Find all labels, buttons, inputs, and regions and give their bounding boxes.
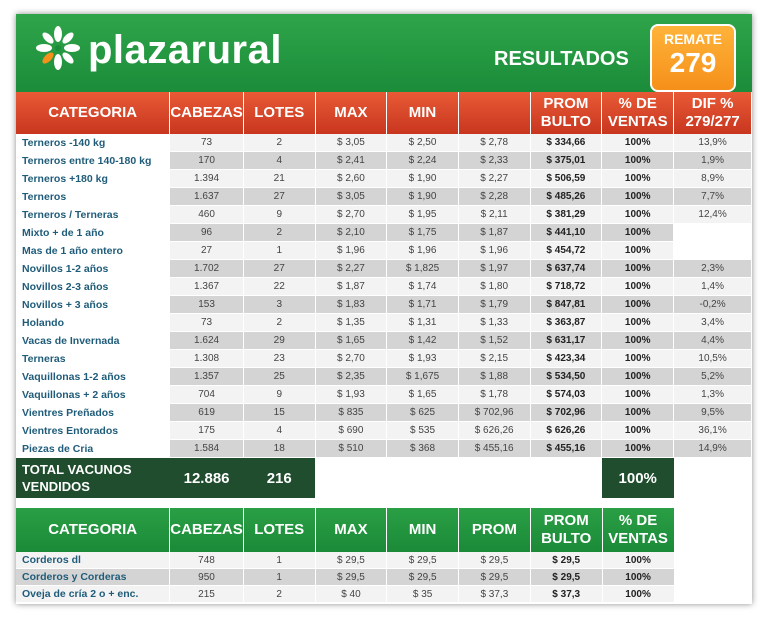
ovinos-header-row — [16, 508, 752, 552]
cabezas-cell: 950 — [170, 569, 244, 586]
min-cell: $ 1,65 — [387, 386, 459, 404]
dif-cell: 7,7% — [674, 188, 752, 206]
max-cell: $ 1,96 — [315, 242, 387, 260]
table-row — [16, 422, 752, 440]
cabezas-cell: 215 — [170, 586, 244, 603]
pct-ventas-cell: 100% — [602, 152, 674, 170]
prom-cell: $ 1,78 — [458, 386, 530, 404]
col-max: MAX — [315, 92, 387, 134]
max-cell: $ 29,5 — [315, 569, 387, 586]
pct-ventas-cell: 100% — [602, 586, 674, 603]
col-pct-ventas: % DE VENTAS — [602, 508, 674, 552]
min-cell: $ 1,90 — [387, 170, 459, 188]
prom-bulto-cell: $ 381,29 — [530, 206, 602, 224]
total-lotes: 216 — [243, 458, 315, 499]
vacunos-header-row — [16, 92, 752, 134]
vacunos-table — [16, 92, 752, 498]
prom-bulto-cell: $ 847,81 — [530, 296, 602, 314]
category-cell: Vaquillonas + 2 años — [16, 386, 170, 404]
cabezas-cell: 704 — [170, 386, 244, 404]
pct-ventas-cell: 100% — [602, 368, 674, 386]
pct-ventas-cell: 100% — [602, 224, 674, 242]
col-categoria: CATEGORIA — [16, 92, 170, 134]
lotes-cell: 15 — [243, 404, 315, 422]
prom-cell: $ 1,80 — [458, 278, 530, 296]
pct-ventas-cell: 100% — [602, 242, 674, 260]
remate-label: REMATE — [663, 31, 723, 47]
total-label: TOTAL VACUNOS VENDIDOS — [16, 458, 170, 499]
category-cell: Corderos dl — [16, 552, 170, 569]
cabezas-cell: 460 — [170, 206, 244, 224]
pct-ventas-cell: 100% — [602, 206, 674, 224]
max-cell: $ 2,27 — [315, 260, 387, 278]
min-cell: $ 1,75 — [387, 224, 459, 242]
cabezas-cell: 1.584 — [170, 440, 244, 458]
table-row — [16, 206, 752, 224]
pct-ventas-cell: 100% — [602, 188, 674, 206]
logo-flower-icon — [36, 26, 80, 70]
cabezas-cell: 1.308 — [170, 350, 244, 368]
prom-bulto-cell: $ 454,72 — [530, 242, 602, 260]
prom-bulto-cell: $ 375,01 — [530, 152, 602, 170]
prom-cell: $ 626,26 — [458, 422, 530, 440]
cabezas-cell: 96 — [170, 224, 244, 242]
min-cell: $ 535 — [387, 422, 459, 440]
cabezas-cell: 175 — [170, 422, 244, 440]
prom-bulto-cell: $ 702,96 — [530, 404, 602, 422]
results-card — [16, 14, 752, 604]
prom-cell: $ 2,33 — [458, 152, 530, 170]
cabezas-cell: 73 — [170, 314, 244, 332]
prom-bulto-cell: $ 29,5 — [530, 569, 602, 586]
min-cell: $ 1,95 — [387, 206, 459, 224]
category-cell: Terneros -140 kg — [16, 134, 170, 152]
pct-ventas-cell: 100% — [602, 314, 674, 332]
prom-bulto-cell: $ 506,59 — [530, 170, 602, 188]
col-dif: DIF % 279/277 — [674, 92, 752, 134]
lotes-cell: 25 — [243, 368, 315, 386]
prom-cell: $ 1,88 — [458, 368, 530, 386]
max-cell: $ 2,35 — [315, 368, 387, 386]
dif-cell — [674, 224, 752, 242]
dif-cell: 12,4% — [674, 206, 752, 224]
col-min: MIN — [387, 92, 459, 134]
prom-cell: $ 2,11 — [458, 206, 530, 224]
col-lotes: LOTES — [243, 92, 315, 134]
max-cell: $ 835 — [315, 404, 387, 422]
category-cell: Oveja de cría 2 o + enc. — [16, 586, 170, 603]
col-prom — [458, 92, 530, 134]
lotes-cell: 2 — [243, 134, 315, 152]
category-cell: Novillos + 3 años — [16, 296, 170, 314]
prom-bulto-cell: $ 631,17 — [530, 332, 602, 350]
pct-ventas-cell: 100% — [602, 260, 674, 278]
max-cell: $ 1,87 — [315, 278, 387, 296]
category-cell: Mixto + de 1 año — [16, 224, 170, 242]
prom-cell: $ 29,5 — [458, 569, 530, 586]
dif-cell: 1,9% — [674, 152, 752, 170]
category-cell: Terneros entre 140-180 kg — [16, 152, 170, 170]
dif-cell: 4,4% — [674, 332, 752, 350]
max-cell: $ 3,05 — [315, 188, 387, 206]
prom-cell: $ 455,16 — [458, 440, 530, 458]
table-row — [16, 296, 752, 314]
category-cell: Vientres Entorados — [16, 422, 170, 440]
prom-bulto-cell: $ 363,87 — [530, 314, 602, 332]
max-cell: $ 2,70 — [315, 206, 387, 224]
category-cell: Novillos 1-2 años — [16, 260, 170, 278]
table-row — [16, 552, 752, 569]
total-empty — [387, 458, 459, 499]
cabezas-cell: 1.702 — [170, 260, 244, 278]
cabezas-cell: 73 — [170, 134, 244, 152]
table-row — [16, 332, 752, 350]
max-cell: $ 1,93 — [315, 386, 387, 404]
dif-cell: 2,3% — [674, 260, 752, 278]
prom-cell: $ 2,27 — [458, 170, 530, 188]
pct-ventas-cell: 100% — [602, 296, 674, 314]
col-empty — [674, 508, 751, 552]
table-row — [16, 586, 752, 603]
dif-cell: 9,5% — [674, 404, 752, 422]
dif-cell: -0,2% — [674, 296, 752, 314]
dif-cell — [674, 242, 752, 260]
col-prom-bulto: PROM BULTO — [530, 508, 602, 552]
table-row — [16, 278, 752, 296]
min-cell: $ 1,93 — [387, 350, 459, 368]
table-row — [16, 368, 752, 386]
total-empty — [315, 458, 387, 499]
total-empty — [674, 458, 752, 499]
cabezas-cell: 1.394 — [170, 170, 244, 188]
min-cell: $ 1,675 — [387, 368, 459, 386]
dif-cell: 10,5% — [674, 350, 752, 368]
lotes-cell: 3 — [243, 296, 315, 314]
min-cell: $ 1,74 — [387, 278, 459, 296]
total-pct: 100% — [602, 458, 674, 499]
min-cell: $ 1,825 — [387, 260, 459, 278]
col-cabezas: CABEZAS — [170, 92, 244, 134]
prom-bulto-cell: $ 334,66 — [530, 134, 602, 152]
lotes-cell: 1 — [243, 569, 315, 586]
dif-cell: 14,9% — [674, 440, 752, 458]
lotes-cell: 2 — [243, 314, 315, 332]
min-cell: $ 29,5 — [387, 552, 459, 569]
cabezas-cell: 619 — [170, 404, 244, 422]
max-cell: $ 1,35 — [315, 314, 387, 332]
table-row — [16, 242, 752, 260]
prom-cell: $ 2,15 — [458, 350, 530, 368]
lotes-cell: 27 — [243, 188, 315, 206]
empty-cell — [674, 586, 751, 603]
category-cell: Terneros +180 kg — [16, 170, 170, 188]
table-row — [16, 224, 752, 242]
lotes-cell: 4 — [243, 422, 315, 440]
pct-ventas-cell: 100% — [602, 386, 674, 404]
prom-cell: $ 1,97 — [458, 260, 530, 278]
lotes-cell: 23 — [243, 350, 315, 368]
col-prom: PROM — [458, 508, 530, 552]
prom-bulto-cell: $ 485,26 — [530, 188, 602, 206]
prom-bulto-cell: $ 626,26 — [530, 422, 602, 440]
pct-ventas-cell: 100% — [602, 440, 674, 458]
pct-ventas-cell: 100% — [602, 332, 674, 350]
table-row — [16, 569, 752, 586]
prom-bulto-cell: $ 718,72 — [530, 278, 602, 296]
col-cabezas: CABEZAS — [170, 508, 244, 552]
total-vacunos-row — [16, 458, 752, 499]
min-cell: $ 1,96 — [387, 242, 459, 260]
remate-number: 279 — [669, 47, 717, 78]
table-row — [16, 404, 752, 422]
max-cell: $ 29,5 — [315, 552, 387, 569]
page-title: RESULTADOS — [494, 48, 629, 70]
max-cell: $ 2,60 — [315, 170, 387, 188]
pct-ventas-cell: 100% — [602, 350, 674, 368]
table-row — [16, 350, 752, 368]
col-pct-ventas: % DE VENTAS — [602, 92, 674, 134]
ovinos-table — [16, 508, 752, 603]
min-cell: $ 625 — [387, 404, 459, 422]
min-cell: $ 1,31 — [387, 314, 459, 332]
pct-ventas-cell: 100% — [602, 134, 674, 152]
category-cell: Mas de 1 año entero — [16, 242, 170, 260]
category-cell: Vaquillonas 1-2 años — [16, 368, 170, 386]
category-cell: Piezas de Cria — [16, 440, 170, 458]
min-cell: $ 29,5 — [387, 569, 459, 586]
dif-cell: 1,3% — [674, 386, 752, 404]
prom-bulto-cell: $ 637,74 — [530, 260, 602, 278]
pct-ventas-cell: 100% — [602, 422, 674, 440]
total-cabezas: 12.886 — [170, 458, 244, 499]
prom-cell: $ 1,96 — [458, 242, 530, 260]
lotes-cell: 9 — [243, 386, 315, 404]
prom-cell: $ 29,5 — [458, 552, 530, 569]
category-cell: Novillos 2-3 años — [16, 278, 170, 296]
dif-cell: 36,1% — [674, 422, 752, 440]
min-cell: $ 1,71 — [387, 296, 459, 314]
pct-ventas-cell: 100% — [602, 569, 674, 586]
cabezas-cell: 1.624 — [170, 332, 244, 350]
prom-cell: $ 1,52 — [458, 332, 530, 350]
prom-bulto-cell: $ 37,3 — [530, 586, 602, 603]
empty-cell — [674, 569, 751, 586]
lotes-cell: 29 — [243, 332, 315, 350]
table-row — [16, 188, 752, 206]
category-cell: Terneros / Terneras — [16, 206, 170, 224]
lotes-cell: 22 — [243, 278, 315, 296]
max-cell: $ 1,65 — [315, 332, 387, 350]
header-banner — [16, 14, 752, 92]
table-row — [16, 134, 752, 152]
prom-bulto-cell: $ 29,5 — [530, 552, 602, 569]
dif-cell: 1,4% — [674, 278, 752, 296]
remate-badge — [650, 24, 736, 92]
prom-cell: $ 2,28 — [458, 188, 530, 206]
category-cell: Vacas de Invernada — [16, 332, 170, 350]
category-cell: Terneras — [16, 350, 170, 368]
cabezas-cell: 153 — [170, 296, 244, 314]
prom-cell: $ 1,33 — [458, 314, 530, 332]
table-row — [16, 440, 752, 458]
min-cell: $ 1,42 — [387, 332, 459, 350]
min-cell: $ 35 — [387, 586, 459, 603]
max-cell: $ 2,41 — [315, 152, 387, 170]
lotes-cell: 4 — [243, 152, 315, 170]
max-cell: $ 690 — [315, 422, 387, 440]
prom-cell: $ 702,96 — [458, 404, 530, 422]
lotes-cell: 2 — [243, 586, 315, 603]
lotes-cell: 18 — [243, 440, 315, 458]
prom-cell: $ 2,78 — [458, 134, 530, 152]
max-cell: $ 3,05 — [315, 134, 387, 152]
cabezas-cell: 1.367 — [170, 278, 244, 296]
dif-cell: 13,9% — [674, 134, 752, 152]
lotes-cell: 1 — [243, 552, 315, 569]
lotes-cell: 27 — [243, 260, 315, 278]
cabezas-cell: 170 — [170, 152, 244, 170]
col-max: MAX — [315, 508, 387, 552]
pct-ventas-cell: 100% — [602, 170, 674, 188]
cabezas-cell: 1.637 — [170, 188, 244, 206]
max-cell: $ 1,83 — [315, 296, 387, 314]
pct-ventas-cell: 100% — [602, 552, 674, 569]
brand-logo: plazarural — [88, 28, 282, 72]
table-row — [16, 152, 752, 170]
col-min: MIN — [387, 508, 459, 552]
prom-bulto-cell: $ 574,03 — [530, 386, 602, 404]
table-row — [16, 314, 752, 332]
prom-bulto-cell: $ 441,10 — [530, 224, 602, 242]
cabezas-cell: 27 — [170, 242, 244, 260]
lotes-cell: 1 — [243, 242, 315, 260]
min-cell: $ 368 — [387, 440, 459, 458]
prom-bulto-cell: $ 455,16 — [530, 440, 602, 458]
pct-ventas-cell: 100% — [602, 404, 674, 422]
pct-ventas-cell: 100% — [602, 278, 674, 296]
prom-cell: $ 37,3 — [458, 586, 530, 603]
max-cell: $ 2,10 — [315, 224, 387, 242]
max-cell: $ 510 — [315, 440, 387, 458]
category-cell: Holando — [16, 314, 170, 332]
total-empty — [458, 458, 530, 499]
lotes-cell: 9 — [243, 206, 315, 224]
dif-cell: 5,2% — [674, 368, 752, 386]
prom-cell: $ 1,87 — [458, 224, 530, 242]
category-cell: Vientres Preñados — [16, 404, 170, 422]
empty-cell — [674, 552, 751, 569]
min-cell: $ 2,24 — [387, 152, 459, 170]
dif-cell: 3,4% — [674, 314, 752, 332]
category-cell: Terneros — [16, 188, 170, 206]
col-prom-bulto: PROM BULTO — [530, 92, 602, 134]
prom-bulto-cell: $ 534,50 — [530, 368, 602, 386]
prom-bulto-cell: $ 423,34 — [530, 350, 602, 368]
max-cell: $ 2,70 — [315, 350, 387, 368]
col-categoria: CATEGORIA — [16, 508, 170, 552]
lotes-cell: 21 — [243, 170, 315, 188]
cabezas-cell: 1.357 — [170, 368, 244, 386]
category-cell: Corderos y Corderas — [16, 569, 170, 586]
table-row — [16, 170, 752, 188]
total-empty — [530, 458, 602, 499]
table-row — [16, 260, 752, 278]
lotes-cell: 2 — [243, 224, 315, 242]
cabezas-cell: 748 — [170, 552, 244, 569]
dif-cell: 8,9% — [674, 170, 752, 188]
max-cell: $ 40 — [315, 586, 387, 603]
min-cell: $ 1,90 — [387, 188, 459, 206]
col-lotes: LOTES — [243, 508, 315, 552]
prom-cell: $ 1,79 — [458, 296, 530, 314]
min-cell: $ 2,50 — [387, 134, 459, 152]
table-row — [16, 386, 752, 404]
